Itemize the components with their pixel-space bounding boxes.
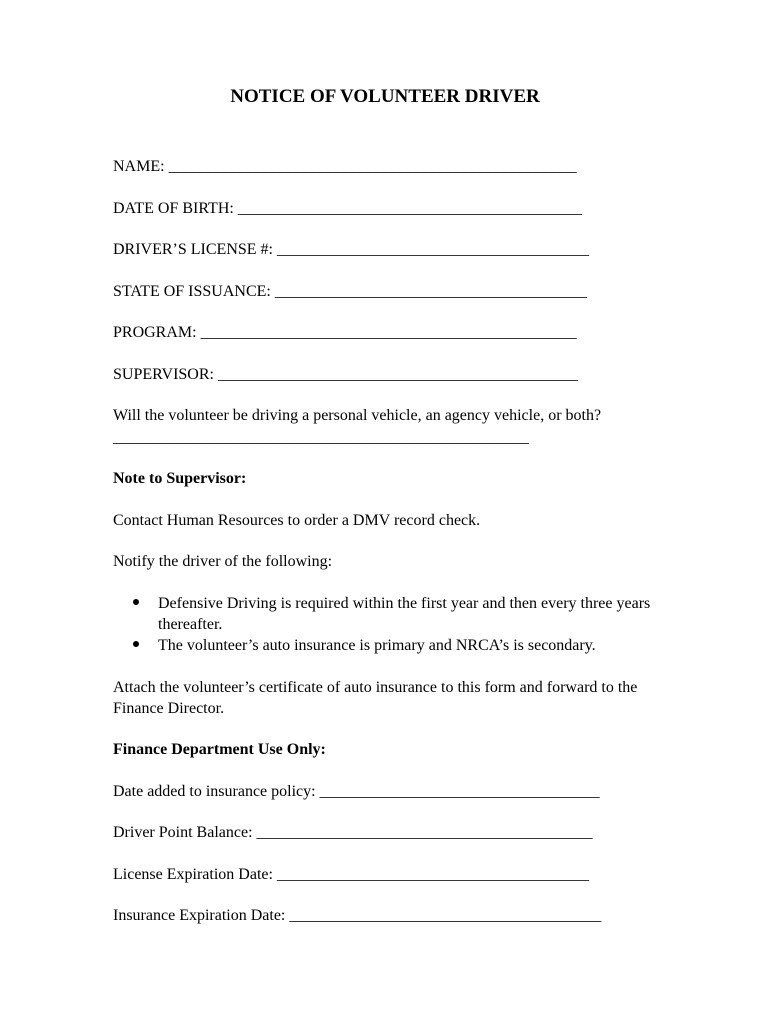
name-field-line (113, 157, 673, 177)
date-added-label: Date added to insurance policy: (113, 783, 316, 800)
license-blank[interactable]: _______________________________________ (277, 241, 589, 258)
dob-field-line (113, 199, 673, 219)
program-blank[interactable]: _______________________________________________ (200, 324, 577, 341)
program-field-line (113, 323, 673, 343)
page-title: NOTICE OF VOLUNTEER DRIVER (230, 86, 540, 107)
list-item (130, 593, 670, 635)
insurance-expiration-blank[interactable]: _______________________________________ (289, 907, 602, 924)
license-expiration-field-line (113, 865, 673, 885)
attach-instructions: Attach the volunteer’s certificate of auto insurance to this form and forward to the Finance Director. (113, 679, 638, 717)
license-expiration-label: License Expiration Date: (113, 866, 273, 883)
supervisor-field-line (113, 365, 673, 385)
bullet-icon (133, 641, 139, 647)
name-blank[interactable]: ___________________________________________________ (168, 158, 577, 175)
supervisor-blank[interactable]: _____________________________________________ (217, 366, 578, 383)
license-label: DRIVER’S LICENSE #: (113, 241, 273, 258)
dob-label: DATE OF BIRTH: (113, 200, 234, 217)
license-expiration-blank[interactable]: _______________________________________ (276, 866, 589, 883)
defensive-driving-text: Defensive Driving is required within the first year and then every three years thereafter. (158, 595, 651, 633)
finance-heading: Finance Department Use Only: (113, 741, 326, 758)
date-added-blank[interactable]: ___________________________________ (319, 783, 600, 800)
date-added-field-line (113, 782, 673, 802)
vehicle-question: Will the volunteer be driving a personal vehicle, an agency vehicle, or both? (113, 407, 602, 424)
contact-hr-text: Contact Human Resources to order a DMV record check. (113, 512, 481, 529)
program-label: PROGRAM: (113, 324, 197, 341)
vehicle-blank[interactable]: ____________________________________________________ (113, 429, 529, 446)
list-item (130, 635, 670, 656)
supervisor-note-heading: Note to Supervisor: (113, 470, 247, 487)
state-field-line (113, 282, 673, 302)
name-label: NAME: (113, 158, 165, 175)
bullet-icon (133, 599, 139, 605)
state-label: STATE OF ISSUANCE: (113, 283, 271, 300)
dob-blank[interactable]: ___________________________________________ (237, 200, 582, 217)
insurance-expiration-field-line (113, 906, 673, 926)
insurance-expiration-label: Insurance Expiration Date: (113, 907, 286, 924)
supervisor-label: SUPERVISOR: (113, 366, 214, 383)
state-blank[interactable]: _______________________________________ (274, 283, 587, 300)
requirements-list (130, 593, 670, 656)
license-field-line (113, 240, 673, 260)
insurance-text: The volunteer’s auto insurance is primary and NRCA’s is secondary. (158, 637, 596, 654)
point-balance-blank[interactable]: __________________________________________ (256, 824, 593, 841)
notify-driver-text: Notify the driver of the following: (113, 553, 333, 570)
point-balance-label: Driver Point Balance: (113, 824, 253, 841)
point-balance-field-line (113, 823, 673, 843)
